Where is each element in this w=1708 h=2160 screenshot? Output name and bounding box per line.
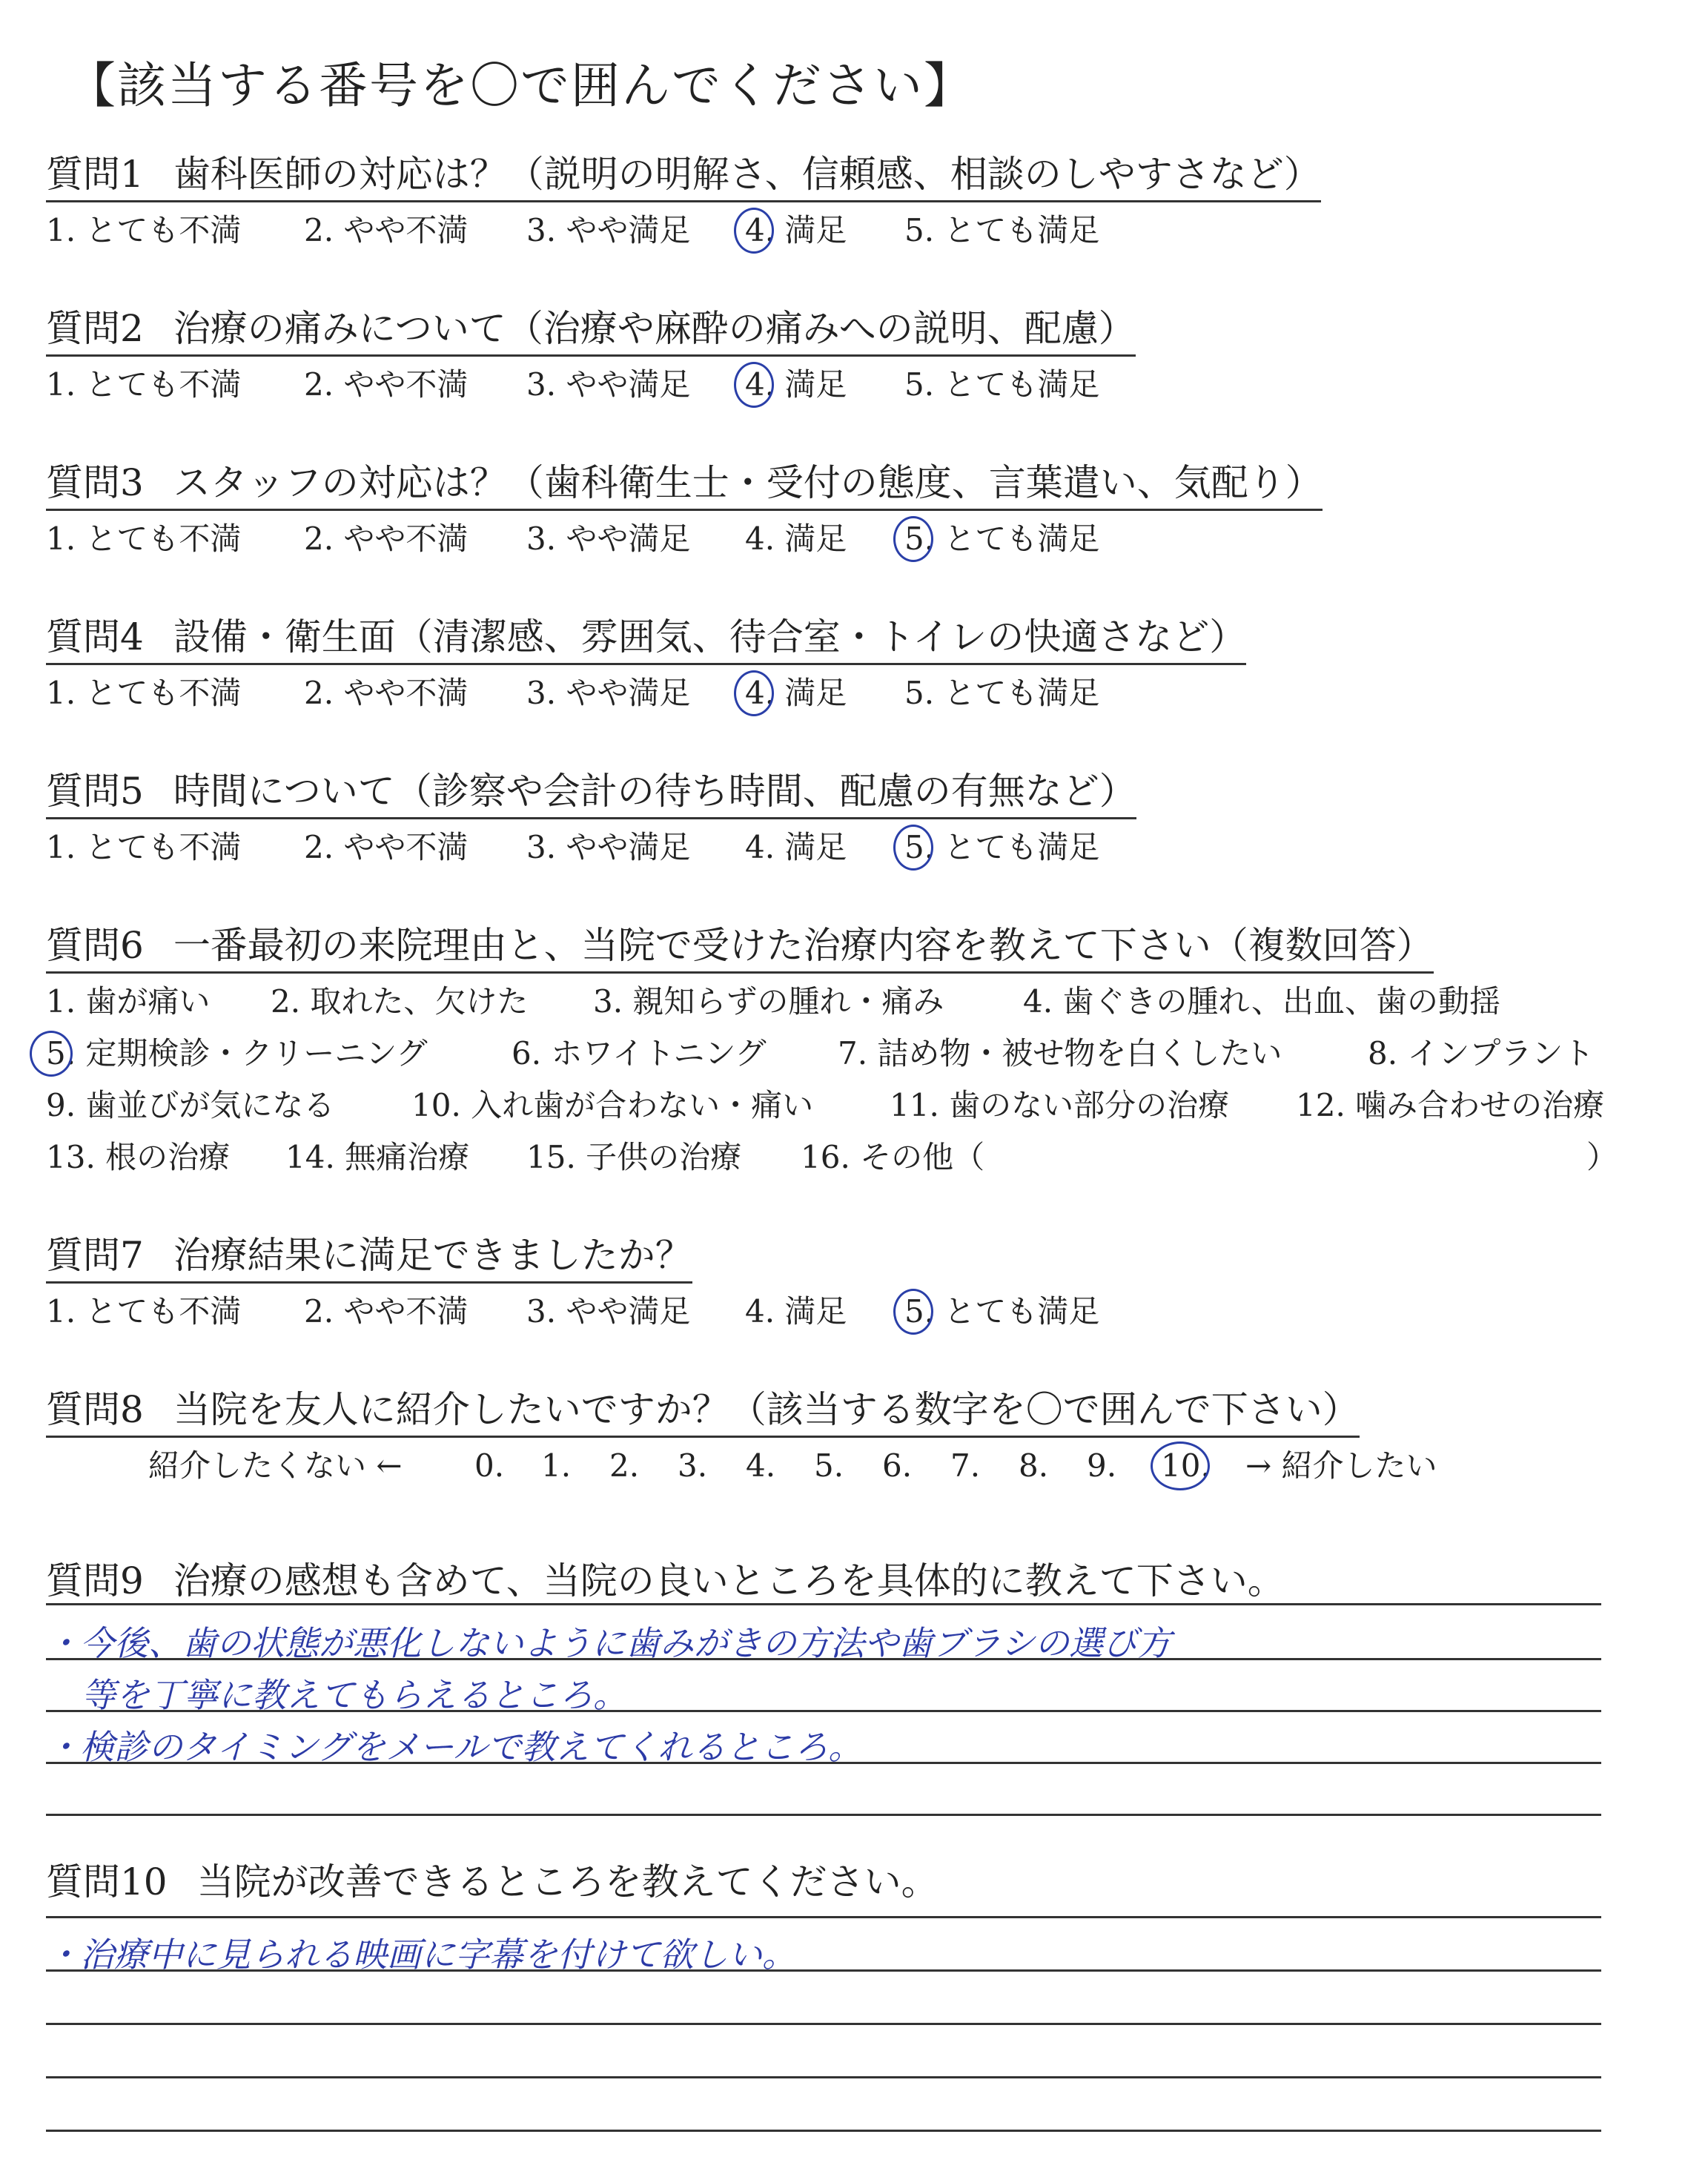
option-2[interactable]: 2. やや不満 [304,829,469,865]
scale-7[interactable]: 7. [950,1447,981,1484]
option-5[interactable]: 5. とても満足 [904,1293,1100,1330]
option-1[interactable]: 1. とても不満 [46,1293,242,1330]
scale-0[interactable]: 0. [474,1447,505,1484]
answer-circle [893,516,933,562]
option-4[interactable]: 4. 満足 [745,829,847,865]
option-16-close-paren: ） [1586,1139,1618,1175]
option-1[interactable]: 1. とても不満 [46,829,242,865]
question-7-options [0,1293,1708,1333]
question-6-title [46,924,1434,974]
option-8[interactable]: 8. インプラント [1368,1035,1595,1071]
question-7-title [46,1234,692,1284]
answer-line [46,1603,1601,1605]
question-2-title [46,307,1136,357]
question-3-options [0,521,1708,561]
answer-circle [734,362,774,408]
scale-4[interactable]: 4. [746,1447,776,1484]
handwritten-answer-line: 等を丁寧に教えてもらえるところ。 [82,1675,627,1715]
option-4[interactable]: 4. 満足 [745,675,847,711]
option-3[interactable]: 3. やや満足 [526,829,691,865]
option-2[interactable]: 2. やや不満 [304,1293,469,1330]
scale-1[interactable]: 1. [541,1447,572,1484]
option-5[interactable]: 5. とても満足 [904,521,1100,557]
option-2[interactable]: 2. やや不満 [304,212,469,248]
option-4[interactable]: 4. 満足 [745,1293,847,1330]
option-3[interactable]: 3. やや満足 [526,1293,691,1330]
option-1[interactable]: 1. とても不満 [46,521,242,557]
question-4-options [0,675,1708,715]
answer-circle [893,825,933,871]
handwritten-answer-line: ・今後、歯の状態が悪化しないように歯みがきの方法や歯ブラシの選び方 [46,1623,1171,1663]
scale-2[interactable]: 2. [609,1447,640,1484]
question-text: 設備・衛生面（清潔感、雰囲気、待合室・トイレの快適さなど） [173,615,1247,658]
option-4[interactable]: 4. 歯ぐきの腫れ、出血、歯の動揺 [1023,983,1500,1020]
option-2[interactable]: 2. 取れた、欠けた [271,983,529,1020]
question-5-title [46,770,1136,819]
answer-circle [734,670,774,716]
question-2-options [0,366,1708,406]
answer-circle [1151,1441,1210,1490]
scale-5[interactable]: 5. [814,1447,844,1484]
option-11[interactable]: 11. 歯のない部分の治療 [890,1087,1230,1123]
answer-circle [30,1031,73,1077]
question-1-title [46,153,1321,202]
handwritten-answer-line: ・治療中に見られる映画に字幕を付けて欲しい。 [46,1935,796,1975]
question-number: 質問1 [46,153,144,196]
answer-circle [893,1289,933,1335]
option-5[interactable]: 5. 定期検診・クリーニング [46,1035,428,1071]
option-6[interactable]: 6. ホワイトニング [512,1035,767,1071]
question-9-title [46,1551,1285,1605]
option-7[interactable]: 7. 詰め物・被せ物を白くしたい [838,1035,1282,1071]
option-9[interactable]: 9. 歯並びが気になる [46,1087,335,1123]
scale-right-label: → 紹介したい [1245,1447,1437,1484]
option-4[interactable]: 4. 満足 [745,212,847,248]
question-6-options-row-1 [0,983,1708,1023]
question-6-options-row-4 [0,1139,1708,1179]
option-10[interactable]: 10. 入れ歯が合わない・痛い [411,1087,814,1123]
option-4[interactable]: 4. 満足 [745,366,847,403]
question-text: 当院を友人に紹介したいですか？（該当する数字を〇で囲んで下さい） [173,1388,1360,1431]
answer-line [46,1916,1601,1918]
question-number: 質問9 [46,1559,144,1602]
option-1[interactable]: 1. 歯が痛い [46,983,211,1020]
question-6-options-row-2 [0,1035,1708,1075]
question-number: 質問10 [46,1860,168,1903]
scale-8[interactable]: 8. [1019,1447,1049,1484]
option-3[interactable]: 3. やや満足 [526,212,691,248]
option-5[interactable]: 5. とても満足 [904,366,1100,403]
form-title: 【該当する番号を〇で囲んでください】 [67,57,974,114]
option-2[interactable]: 2. やや不満 [304,521,469,557]
question-number: 質問5 [46,770,144,813]
scale-3[interactable]: 3. [678,1447,708,1484]
option-15[interactable]: 15. 子供の治療 [526,1139,742,1175]
scale-10[interactable]: 10. [1161,1447,1211,1484]
question-10-title [46,1852,939,1906]
option-4[interactable]: 4. 満足 [745,521,847,557]
option-1[interactable]: 1. とても不満 [46,366,242,403]
question-8-title [46,1388,1360,1438]
question-text: 治療の痛みについて（治療や麻酔の痛みへの説明、配慮） [173,307,1136,350]
question-number: 質問4 [46,615,144,658]
option-3[interactable]: 3. やや満足 [526,521,691,557]
question-8-scale [0,1447,1708,1487]
option-5[interactable]: 5. とても満足 [904,829,1100,865]
question-number: 質問7 [46,1234,144,1277]
option-2[interactable]: 2. やや不満 [304,366,469,403]
question-5-options [0,829,1708,869]
option-2[interactable]: 2. やや不満 [304,675,469,711]
question-number: 質問8 [46,1388,144,1431]
question-text: スタッフの対応は？（歯科衛生士・受付の態度、言葉遣い、気配り） [173,461,1323,504]
question-text: 治療結果に満足できましたか？ [173,1234,692,1277]
question-4-title [46,615,1247,665]
question-6-options-row-3 [0,1087,1708,1127]
handwritten-answer-line: ・検診のタイミングをメールで教えてくれるところ。 [46,1727,863,1767]
question-text: 一番最初の来院理由と、当院で受けた治療内容を教えて下さい（複数回答） [173,924,1434,967]
option-1[interactable]: 1. とても不満 [46,675,242,711]
question-text: 治療の感想も含めて、当院の良いところを具体的に教えて下さい。 [173,1559,1285,1602]
option-14[interactable]: 14. 無痛治療 [285,1139,470,1175]
option-3[interactable]: 3. 親知らずの腫れ・痛み [593,983,944,1020]
scale-6[interactable]: 6. [882,1447,913,1484]
option-12[interactable]: 12. 噛み合わせの治療 [1296,1087,1605,1123]
question-text: 時間について（診察や会計の待ち時間、配慮の有無など） [173,770,1136,813]
answer-line [46,1814,1601,1816]
option-13[interactable]: 13. 根の治療 [46,1139,231,1175]
answer-circle [734,208,774,254]
question-text: 当院が改善できるところを教えてください。 [196,1860,939,1903]
option-16[interactable]: 16. その他（ [801,1139,985,1175]
option-5[interactable]: 5. とても満足 [904,212,1100,248]
question-number: 質問3 [46,461,144,504]
option-3[interactable]: 3. やや満足 [526,675,691,711]
answer-line [46,2023,1601,2025]
question-number: 質問2 [46,307,144,350]
question-number: 質問6 [46,924,144,967]
answer-line [46,2130,1601,2132]
question-3-title [46,461,1323,511]
answer-line [46,2076,1601,2078]
scale-left-label: 紹介したくない ← [148,1447,403,1484]
option-3[interactable]: 3. やや満足 [526,366,691,403]
question-text: 歯科医師の対応は？（説明の明解さ、信頼感、相談のしやすさなど） [173,153,1321,196]
question-1-options [0,212,1708,252]
scale-9[interactable]: 9. [1087,1447,1117,1484]
option-5[interactable]: 5. とても満足 [904,675,1100,711]
option-1[interactable]: 1. とても不満 [46,212,242,248]
